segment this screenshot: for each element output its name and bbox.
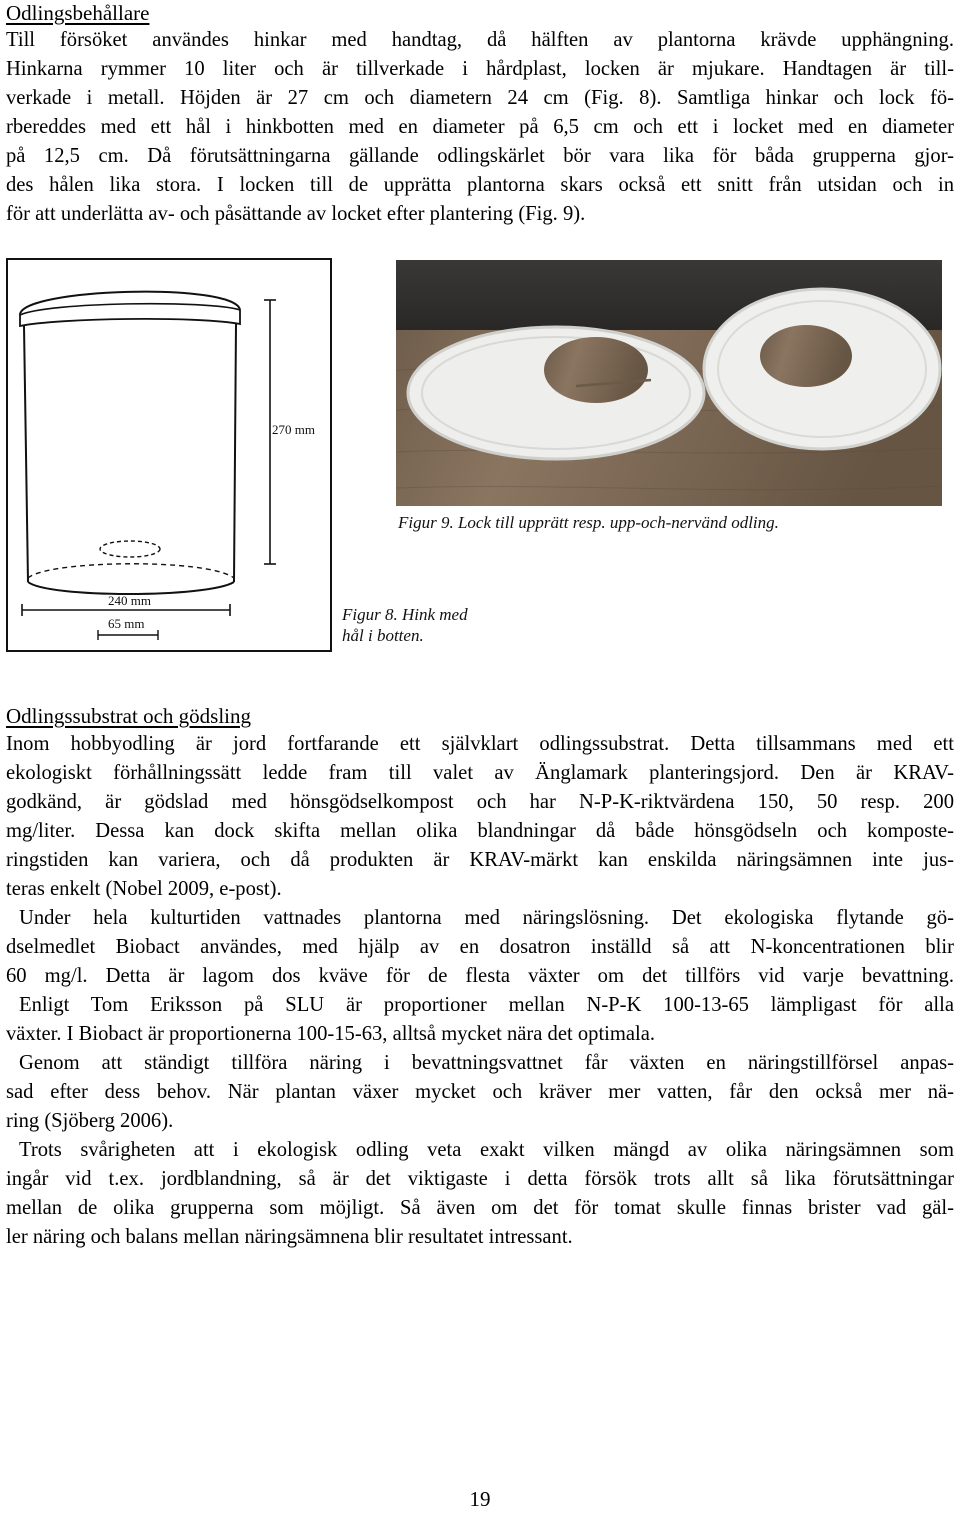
section1-paragraph — [6, 26, 954, 229]
bucket-rim-inner — [20, 304, 240, 315]
text-line: Hinkarna rymmer 10 liter och är tillverkade i hårdplast, locken är mjukare. Handtagen är till- — [6, 58, 954, 80]
label-diameter: 240 mm — [108, 593, 151, 608]
text-line: ekologiskt förhållningssätt ledde fram till valet av Änglamark planteringsjord. Den är KRAV- — [6, 762, 954, 784]
bucket-left-side — [24, 326, 28, 582]
text-line: Trots svårigheten att i ekologisk odling veta exakt vilken mängd av olika näringsämnen som — [19, 1139, 954, 1161]
text-line: mg/liter. Dessa kan dock skifta mellan olika blandningar då både hönsgödseln och komposte- — [6, 820, 954, 842]
text-line: mellan de olika grupperna som möjligt. Så även om det för tomat skulle finnas brister vad gäl- — [6, 1197, 954, 1219]
right-lid-hole — [760, 325, 852, 387]
text-line: ingår vid t.ex. jordblandning, så är det viktigaste i detta försök trots allt så lika förutsättningar — [6, 1168, 954, 1190]
text-line: ler näring och balans mellan näringsämnena blir resultatet intressant. — [6, 1226, 573, 1248]
text-line: Under hela kulturtiden vattnades plantorna med näringslösning. Det ekologiska flytande gö- — [19, 907, 954, 929]
label-hole-diameter: 65 mm — [108, 616, 145, 631]
left-lid-hole — [544, 337, 648, 403]
left-lid — [408, 327, 704, 459]
text-line: för att underlätta av- och påsättande av locket efter plantering (Fig. 9). — [6, 203, 586, 225]
section2-paragraph — [6, 730, 954, 1252]
figure-8-bucket-drawing — [6, 258, 332, 652]
text-line: Enligt Tom Eriksson på SLU är proportioner mellan N-P-K 100-13-65 lämpligast för alla — [19, 994, 954, 1016]
figure-9-lid-photo — [396, 260, 942, 506]
bucket-right-side — [234, 324, 236, 582]
bucket-rim-band — [20, 310, 240, 326]
bucket-bottom-back — [28, 564, 234, 578]
text-line: teras enkelt (Nobel 2009, e-post). — [6, 878, 282, 900]
text-line: verkade i metall. Höjden är 27 cm och diametern 24 cm (Fig. 8). Samtliga hinkar och lock fö- — [6, 87, 954, 109]
bucket-drawing-svg — [8, 260, 330, 650]
text-line: sad efter dess behov. När plantan växer mycket och kräver mer vatten, får den också mer nä- — [6, 1081, 954, 1103]
text-line: godkänd, är gödslad med hönsgödselkompost och har N-P-K-riktvärdena 150, 50 resp. 200 — [6, 791, 954, 813]
text-line: Genom att ständigt tillföra näring i bevattningsvattnet får växten en näringstillförsel anpas- — [19, 1052, 954, 1074]
label-height: 270 mm — [272, 422, 315, 437]
text-line: Till försöket användes hinkar med handtag, då hälften av plantorna krävde upphängning. — [6, 29, 954, 51]
text-line: på 12,5 cm. Då förutsättningarna gällande odlingskärlet bör vara lika för båda grupperna gjor- — [6, 145, 954, 167]
text-line: rbereddes med ett hål i hinkbotten med en diameter på 6,5 cm och ett i locket med en diameter — [6, 116, 954, 138]
section-heading-odlingssubstrat: Odlingssubstrat och gödsling — [6, 704, 251, 728]
bucket-hole — [100, 541, 160, 557]
text-line: ring (Sjöberg 2006). — [6, 1110, 174, 1132]
text-line: växter. I Biobact är proportionerna 100-15-63, alltså mycket nära det optimala. — [6, 1023, 656, 1045]
text-line: des hålen lika stora. I locken till de upprätta plantorna skars också ett snitt från utsidan och in — [6, 174, 954, 196]
text-line: 60 mg/l. Detta är lagom dos kväve för de flesta växter om det tillförs vid varje bevattning. — [6, 965, 954, 987]
page-number: 19 — [469, 1487, 491, 1511]
section-heading-odlingsbehallare: Odlingsbehållare — [6, 1, 150, 25]
text-line: Inom hobbyodling är jord fortfarande ett självklart odlingssubstrat. Detta tillsammans med ett — [6, 733, 954, 755]
text-line: dselmedlet Biobact användes, med hjälp av en dosatron inställd så att N-koncentrationen blir — [6, 936, 954, 958]
text-line: ringstiden kan variera, och då produkten är KRAV-märkt kan enskilda näringsämnen inte jus- — [6, 849, 954, 871]
figure-8-caption-line1: Figur 8. Hink med — [342, 605, 468, 624]
lid-photo-svg — [396, 260, 942, 506]
figure-9-caption: Figur 9. Lock till upprätt resp. upp-och-nervänd odling. — [398, 513, 779, 532]
figure-8-caption-line2: hål i botten. — [342, 626, 424, 645]
